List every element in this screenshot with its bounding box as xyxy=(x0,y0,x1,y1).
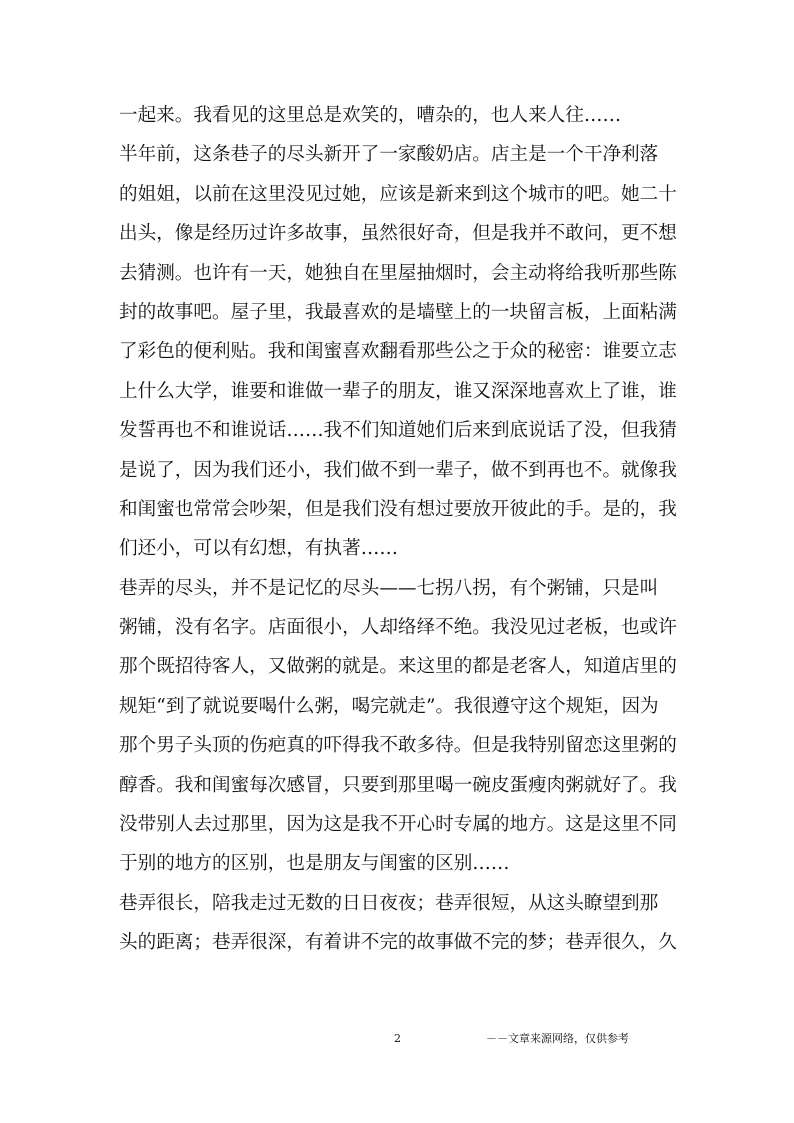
text-line: 了彩色的便利贴。我和闺蜜喜欢翻看那些公之于众的秘密：谁要立志 xyxy=(119,341,677,363)
text-line: 封的故事吧。屋子里，我最喜欢的是墙壁上的一块留言板，上面粘满 xyxy=(119,301,677,323)
text-line: 头的距离；巷弄很深，有着讲不完的故事做不完的梦；巷弄很久，久 xyxy=(119,932,677,954)
text-line: 是说了，因为我们还小，我们做不到一辈子，做不到再也不。就像我 xyxy=(119,459,677,481)
text-line: 的姐姐，以前在这里没见过她，应该是新来到这个城市的吧。她二十 xyxy=(119,183,677,205)
text-line: 一起来。我看见的这里总是欢笑的，嘈杂的，也人来人往…… xyxy=(119,105,622,126)
text-line: 出头，像是经历过许多故事，虽然很好奇，但是我并不敢问，更不想 xyxy=(119,223,677,245)
text-line: 规矩“到了就说要喝什么粥，喝完就走”。我很遵守这个规矩，因为 xyxy=(119,695,659,717)
text-line: 巷弄很长，陪我走过无数的日日夜夜；巷弄很短，从这头瞭望到那 xyxy=(119,892,659,914)
text-line: 去猜测。也许有一天，她独自在里屋抽烟时，会主动将给我听那些陈 xyxy=(119,262,677,284)
text-line: 半年前，这条巷子的尽头新开了一家酸奶店。店主是一个干净利落 xyxy=(119,144,659,166)
article-body xyxy=(119,96,679,963)
source-note: －－文章来源网络，仅供参考 xyxy=(486,1032,629,1045)
page-footer xyxy=(0,1029,794,1049)
text-line: 发誓再也不和谁说话……我不们知道她们后来到底说话了没，但我猜 xyxy=(119,420,677,442)
text-line: 于别的地方的区别，也是朋友与闺蜜的区别…… xyxy=(119,853,510,875)
text-line: 没带别人去过那里，因为这是我不开心时专属的地方。这是这里不同 xyxy=(119,814,677,836)
text-line: 巷弄的尽头，并不是记忆的尽头——七拐八拐，有个粥铺，只是叫 xyxy=(119,577,659,599)
page-number: 2 xyxy=(394,1032,401,1045)
text-line: 那个男子头顶的伤疤真的吓得我不敢多待。但是我特别留恋这里粥的 xyxy=(119,735,677,757)
text-line: 粥铺，没有名字。店面很小，人却络绎不绝。我没见过老板，也或许 xyxy=(119,617,677,639)
text-line: 们还小，可以有幻想，有执著…… xyxy=(119,538,398,560)
text-line: 那个既招待客人，又做粥的就是。来这里的都是老客人，知道店里的 xyxy=(119,656,677,678)
text-line: 和闺蜜也常常会吵架，但是我们没有想过要放开彼此的手。是的，我 xyxy=(119,498,677,520)
text-line: 醇香。我和闺蜜每次感冒，只要到那里喝一碗皮蛋瘦肉粥就好了。我 xyxy=(119,774,677,796)
text-line: 上什么大学，谁要和谁做一辈子的朋友，谁又深深地喜欢上了谁，谁 xyxy=(119,380,677,402)
